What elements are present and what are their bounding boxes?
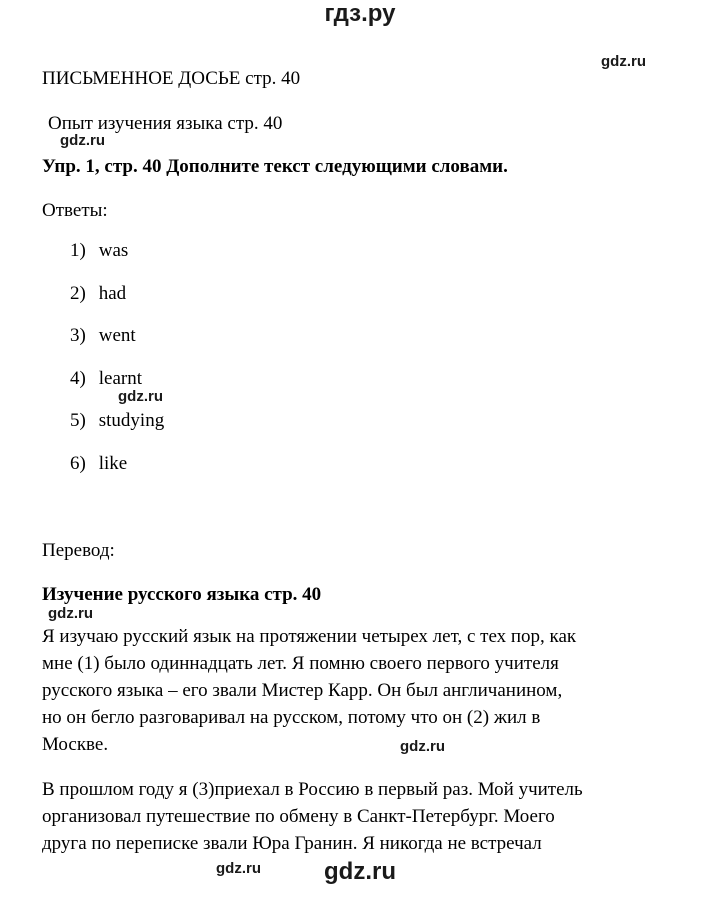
subsection-title: Опыт изучения языка стр. 40 — [48, 113, 283, 134]
watermark: gdz.ru — [601, 53, 646, 70]
answer-text: had — [98, 282, 127, 304]
answer-item — [70, 238, 164, 281]
paragraph-line: организовал путешествие по обмену в Санкт-Петербург. Моего — [42, 806, 555, 827]
answer-text: like — [98, 452, 128, 474]
translation-label: Перевод: — [42, 540, 115, 561]
translation-title: Изучение русского языка стр. 40 — [42, 584, 322, 605]
translation-paragraph-2 — [42, 776, 583, 857]
answer-number: 6) — [70, 452, 86, 474]
watermark: gdz.ru — [48, 605, 93, 622]
answers-list — [70, 238, 164, 494]
answer-text: learnt — [98, 367, 143, 389]
answer-text: was — [98, 240, 129, 261]
answer-item — [70, 323, 164, 366]
answer-number: 4) — [70, 367, 86, 389]
answer-number: 2) — [70, 282, 86, 304]
site-header-watermark: гдз.ру — [324, 0, 396, 27]
watermark: gdz.ru — [118, 388, 163, 405]
paragraph-line: мне (1) было одиннадцать лет. Я помню своего первого учителя — [42, 653, 559, 674]
answer-text: studying — [98, 410, 165, 432]
section-title: ПИСЬМЕННОЕ ДОСЬЕ стр. 40 — [42, 68, 301, 89]
watermark: gdz.ru — [216, 860, 261, 877]
translation-paragraph-1 — [42, 623, 576, 758]
paragraph-line: русского языка – его звали Мистер Карр. Он был англичанином, — [42, 680, 563, 701]
paragraph-line: Москве. — [42, 734, 109, 755]
answer-number: 1) — [70, 240, 86, 261]
paragraph-line: Я изучаю русский язык на протяжении четырех лет, с тех пор, как — [42, 626, 577, 647]
answer-text: went — [98, 325, 136, 347]
answers-label: Ответы: — [42, 200, 108, 221]
answer-item — [70, 408, 164, 451]
watermark: gdz.ru — [400, 738, 445, 755]
answer-item — [70, 281, 164, 324]
paragraph-line: друга по переписке звали Юра Гранин. Я никогда не встречал — [42, 833, 542, 854]
watermark: gdz.ru — [60, 132, 105, 149]
paragraph-line: В прошлом году я (3)приехал в Россию в первый раз. Мой учитель — [42, 779, 583, 800]
answer-item — [70, 451, 164, 494]
paragraph-line: но он бегло разговаривал на русском, потому что он (2) жил в — [42, 707, 541, 728]
site-footer-watermark: gdz.ru — [324, 858, 396, 885]
answer-number: 5) — [70, 410, 86, 432]
exercise-title: Упр. 1, стр. 40 Дополните текст следующими словами. — [42, 156, 508, 177]
answer-number: 3) — [70, 325, 86, 347]
